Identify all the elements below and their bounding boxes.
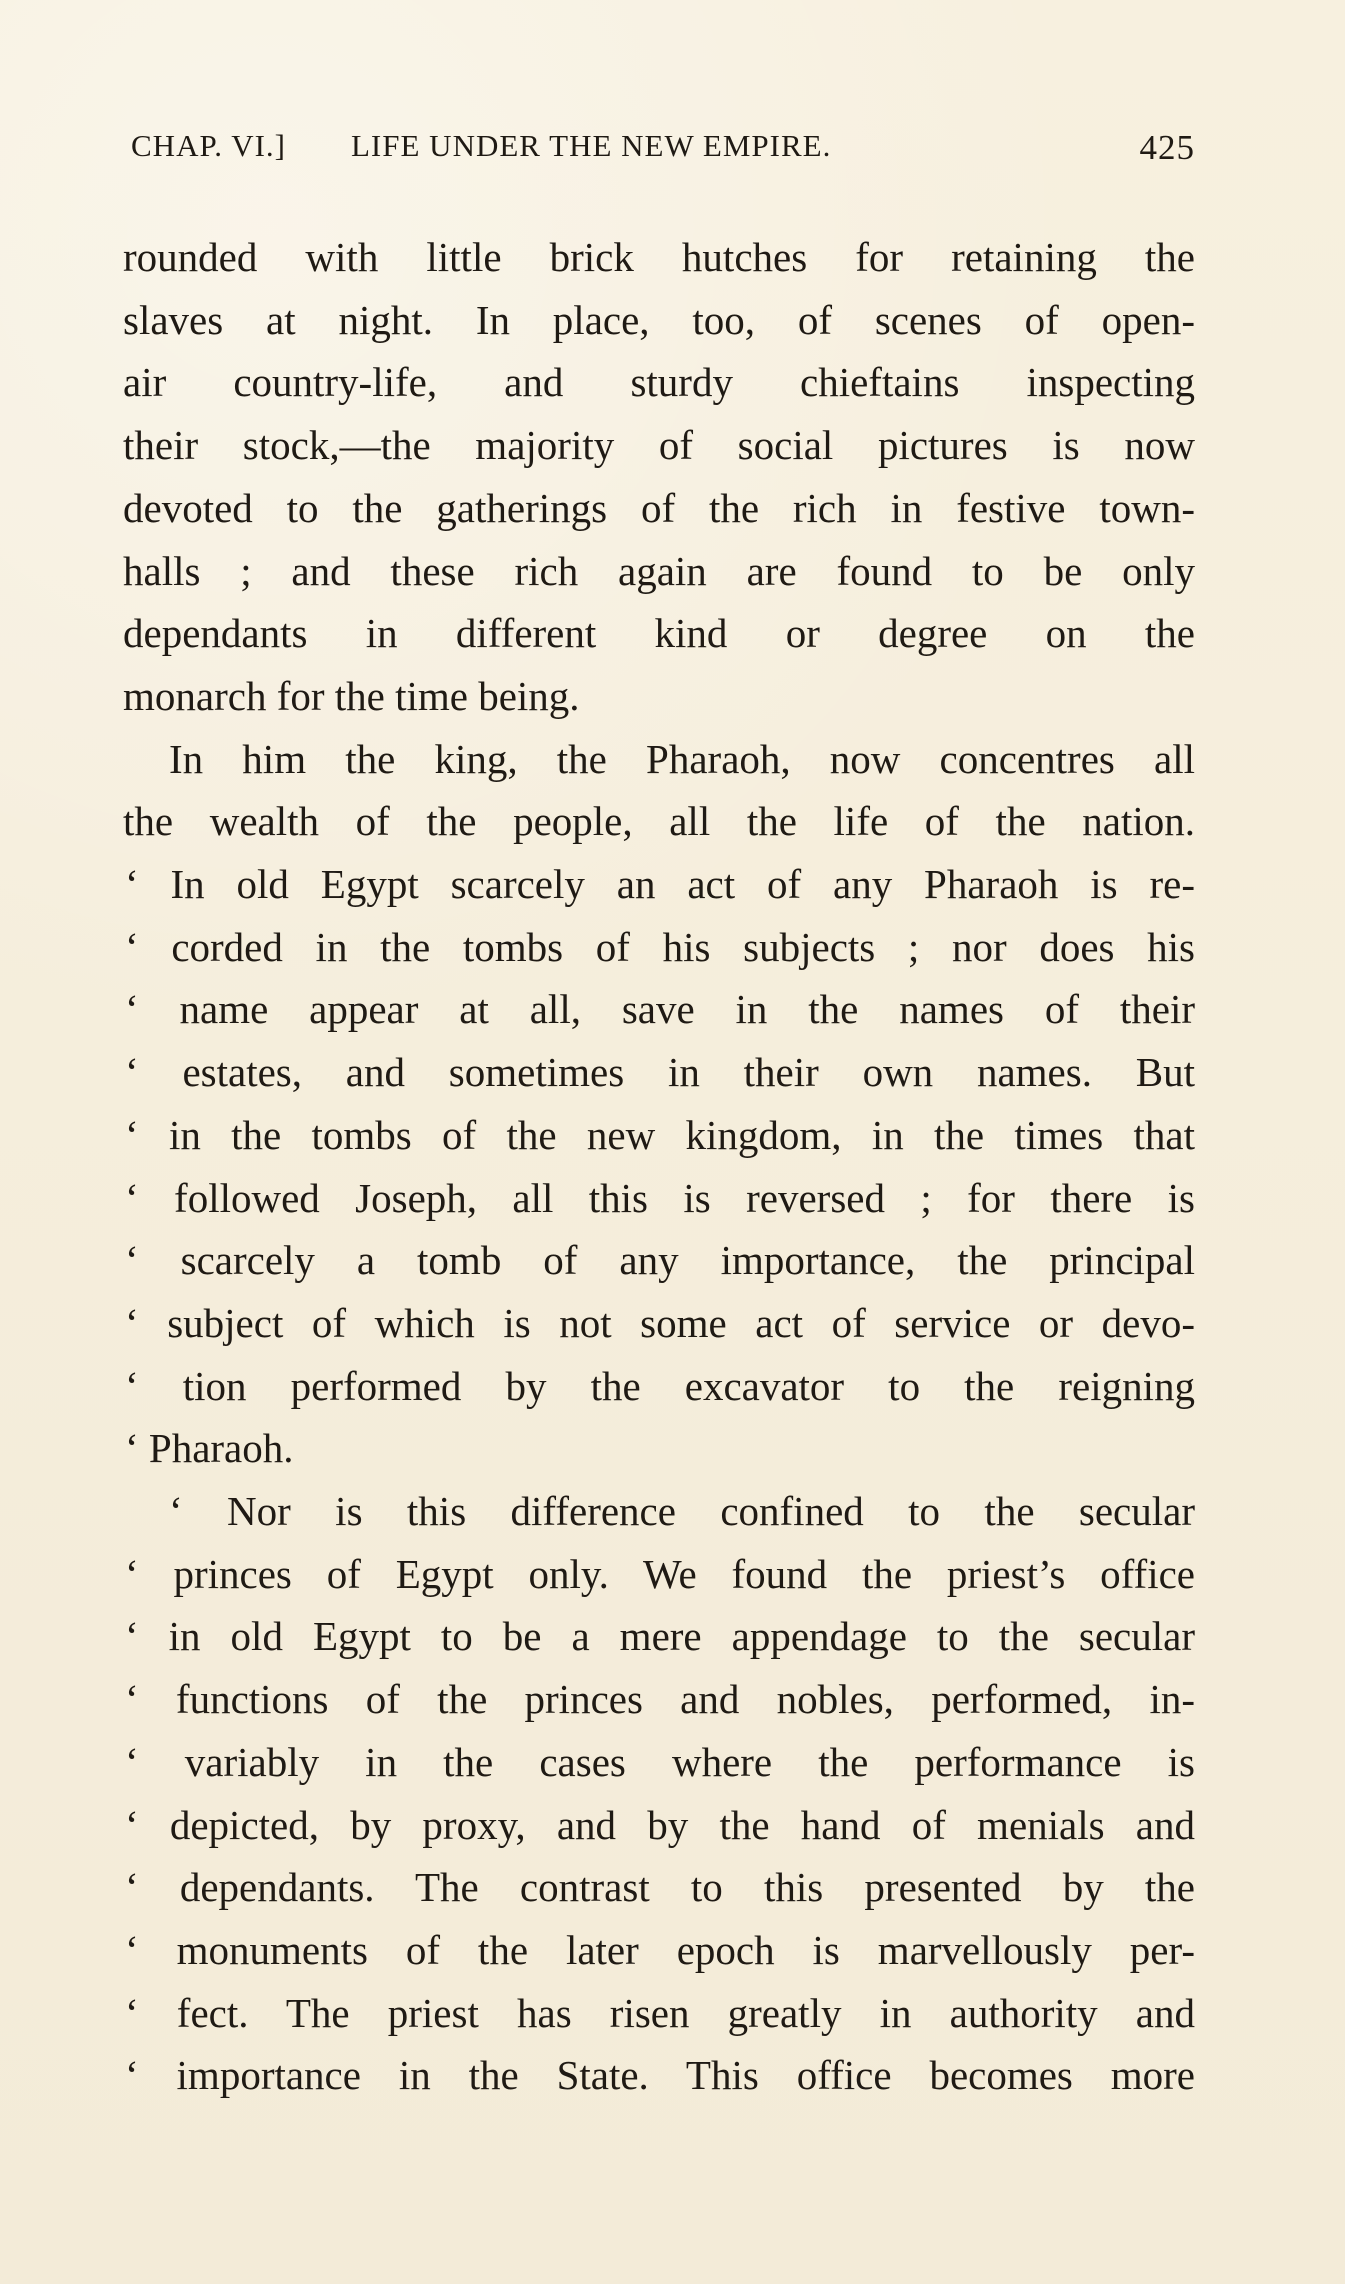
text-line: ‘ fect. The priest has risen greatly in authority and	[125, 1989, 1195, 2036]
text-line: ‘ name appear at all, save in the names of their	[125, 986, 1195, 1033]
text-line: halls ; and these rich again are found to be only	[123, 547, 1195, 594]
text-line: their stock,—the majority of social pictures is now	[123, 422, 1195, 469]
text-line: rounded with little brick hutches for retaining the	[123, 234, 1195, 280]
text-line: the wealth of the people, all the life of the nation.	[123, 798, 1195, 845]
text-line: ‘ subject of which is not some act of service or devo-	[125, 1299, 1195, 1346]
text-line: ‘ Nor is this difference confined to the secular	[169, 1488, 1195, 1535]
chapter-label: CHAP. VI.]	[131, 128, 286, 163]
text-line: ‘ functions of the princes and nobles, performed, in-	[125, 1676, 1195, 1723]
text-line: ‘ depicted, by proxy, and by the hand of menials and	[125, 1801, 1195, 1848]
text-line: ‘ scarcely a tomb of any importance, the principal	[125, 1237, 1195, 1284]
text-line: ‘ princes of Egypt only. We found the priest’s office	[125, 1550, 1195, 1597]
text-line: slaves at night. In place, too, of scenes of open-	[123, 296, 1195, 343]
text-line: monarch for the time being.	[123, 672, 580, 719]
text-line: devoted to the gatherings of the rich in festive town-	[123, 484, 1195, 531]
text-line: ‘ in the tombs of the new kingdom, in the times that	[125, 1111, 1195, 1158]
text-line: ‘ importance in the State. This office becomes more	[125, 2052, 1195, 2099]
text-line: ‘ followed Joseph, all this is reversed ; for there is	[125, 1174, 1195, 1221]
text-line: ‘ corded in the tombs of his subjects ; nor does his	[125, 923, 1195, 970]
text-line: In him the king, the Pharaoh, now concentres all	[169, 735, 1195, 782]
text-line: ‘ monuments of the later epoch is marvellously per-	[125, 1926, 1195, 1973]
text-line: ‘ dependants. The contrast to this presented by the	[125, 1864, 1195, 1911]
text-line: ‘ variably in the cases where the performance is	[125, 1738, 1195, 1785]
text-line: ‘ Pharaoh.	[125, 1425, 294, 1472]
running-header	[131, 128, 1195, 178]
running-title: LIFE UNDER THE NEW EMPIRE.	[351, 128, 832, 163]
body-text	[123, 226, 1195, 2107]
text-line: air country-life, and sturdy chieftains inspecting	[123, 359, 1195, 406]
text-line: ‘ In old Egypt scarcely an act of any Pharaoh is re-	[125, 861, 1195, 908]
text-line: ‘ estates, and sometimes in their own names. But	[125, 1049, 1195, 1096]
text-line: ‘ in old Egypt to be a mere appendage to the secular	[125, 1613, 1195, 1660]
text-line: dependants in different kind or degree on the	[123, 610, 1195, 657]
page-number: 425	[1139, 128, 1195, 167]
text-line: ‘ tion performed by the excavator to the reigning	[125, 1362, 1195, 1409]
